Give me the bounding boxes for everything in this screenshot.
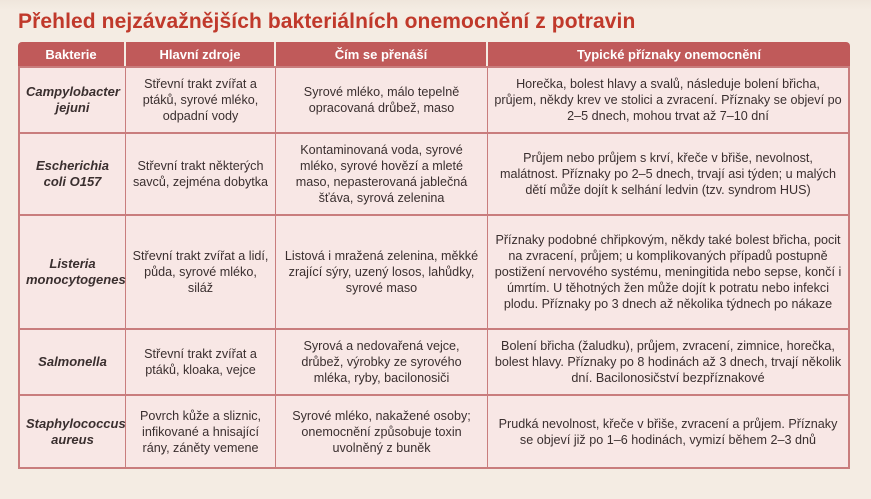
column-header-bacterium: Bakterie [18,42,126,66]
bacterium-cell: Escherichia coli O157 [18,134,126,216]
transmission-cell: Kontaminovaná voda, syrové mléko, syrové hovězí a mleté maso, nepasterovaná jablečná šťáva, syrová zelenina [276,134,488,216]
table-header [18,42,850,66]
bacterium-cell: Campylobacter jejuni [18,66,126,134]
page-top-edge [0,0,871,10]
column-header-symptoms: Typické příznaky onemocnění [488,42,850,66]
sources-cell: Povrch kůže a sliznic, infikované a hnisající rány, záněty vemene [126,396,276,469]
symptoms-cell: Příznaky podobné chřipkovým, někdy také bolest břicha, pocit na zvracení, průjem; u komplikovaných případů postupně postižení nervového systému, meningitida nebo sepse, končí i úmrtím. U těhotných žen může dojít k potratu nebo infekci plodu. Příznaky po 3 dnech až několika týdnech po nákaze [488,216,850,330]
table-row [18,396,850,469]
column-header-transmission: Čím se přenáší [276,42,488,66]
symptoms-cell: Horečka, bolest hlavy a svalů, následuje bolení břicha, průjem, někdy krev ve stolici a zvracení. Příznaky se objeví po 2–5 dnech, mohou trvat až 7–10 dní [488,66,850,134]
bacterium-cell: Listeria monocytogenes [18,216,126,330]
column-header-sources: Hlavní zdroje [126,42,276,66]
table-body [18,66,850,469]
table-row [18,66,850,134]
transmission-cell: Syrová a nedovařená vejce, drůbež, výrobky ze syrového mléka, ryby, bacilonosiči [276,330,488,396]
symptoms-cell: Průjem nebo průjem s krví, křeče v břiše, nevolnost, malátnost. Příznaky po 2–5 dnech, trvají asi týden; u malých dětí může dojít k selhání ledvin (tzv. syndrom HUS) [488,134,850,216]
table-row [18,134,850,216]
transmission-cell: Syrové mléko, nakažené osoby; onemocnění způsobuje toxin uvolněný z buněk [276,396,488,469]
bacterium-cell: Staphylococcus aureus [18,396,126,469]
sources-cell: Střevní trakt zvířat a ptáků, kloaka, vejce [126,330,276,396]
transmission-cell: Syrové mléko, málo tepelně opracovaná drůbež, maso [276,66,488,134]
symptoms-cell: Bolení břicha (žaludku), průjem, zvracení, zimnice, horečka, bolest hlavy. Příznaky po 8 hodinách až 3 dnech, trvají několik dní. Bacilonosičství bezpříznakové [488,330,850,396]
sources-cell: Střevní trakt některých savců, zejména dobytka [126,134,276,216]
bacterium-cell: Salmonella [18,330,126,396]
sources-cell: Střevní trakt zvířat a ptáků, syrové mléko, odpadní vody [126,66,276,134]
bacteria-table-wrapper [18,42,850,469]
page-title: Přehled nejzávažnějších bakteriálních onemocnění z potravin [18,10,636,33]
sources-cell: Střevní trakt zvířat a lidí, půda, syrové mléko, siláž [126,216,276,330]
table-row [18,216,850,330]
table-row [18,330,850,396]
symptoms-cell: Prudká nevolnost, křeče v břiše, zvracení a průjem. Příznaky se objeví již po 1–6 hodinách, vymizí během 2–3 dnů [488,396,850,469]
transmission-cell: Listová i mražená zelenina, měkké zrající sýry, uzený losos, lahůdky, syrové maso [276,216,488,330]
bacteria-table [18,42,850,469]
